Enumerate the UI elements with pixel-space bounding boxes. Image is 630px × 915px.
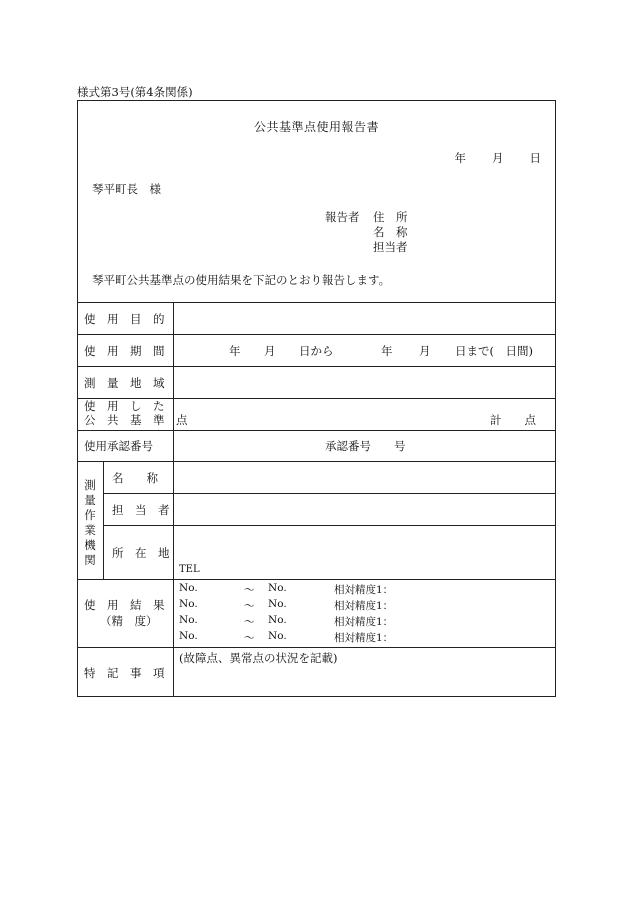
report-form [77, 100, 556, 697]
points-used-label-1: 使 用 し た [84, 399, 165, 413]
purpose-field[interactable] [174, 303, 555, 333]
period-start-month: 月 [264, 344, 276, 358]
survey-agency-label: 測 量 作 業 機 関 [84, 478, 96, 567]
result-line-from: No. [179, 614, 198, 626]
result-line-to: No. [268, 582, 287, 594]
agency-tel-label: TEL [179, 564, 200, 575]
result-line-sep: 〜 [244, 600, 255, 612]
row-divider [78, 430, 555, 431]
points-total: 計 点 [490, 413, 536, 427]
period-start-year: 年 [229, 344, 241, 358]
result-line-precision: 相対精度1： [334, 632, 394, 644]
date-line [455, 150, 542, 166]
row-divider [78, 334, 555, 335]
result-line-sep: 〜 [244, 616, 255, 628]
period-end-day: 日まで( 日間) [455, 344, 533, 358]
notes-label: 特 記 事 項 [84, 666, 165, 680]
result-line-from: No. [179, 582, 198, 594]
result-line-precision: 相対精度1： [334, 616, 394, 628]
result-line-precision: 相対精度1： [334, 584, 394, 596]
purpose-label: 使 用 目 的 [84, 312, 165, 326]
result-line-to: No. [268, 614, 287, 626]
results-label-2: （精 度） [100, 614, 158, 628]
reporter-role: 報告者 [325, 210, 360, 224]
column-divider [173, 302, 174, 697]
notes-hint: (故障点、異常点の状況を記載) [179, 651, 338, 665]
period-end-month: 月 [419, 344, 431, 358]
row-divider [103, 525, 555, 526]
date-month: 月 [492, 151, 504, 165]
reporter-fields [373, 210, 408, 255]
result-line-to: No. [268, 630, 287, 642]
intro-text: 琴平町公共基準点の使用結果を下記のとおり報告します。 [92, 273, 391, 287]
reporter-person-label: 担当者 [373, 240, 408, 254]
approval-number-label: 使用承認番号 [84, 439, 153, 453]
row-divider [103, 493, 555, 494]
addressee: 琴平町長 様 [92, 182, 161, 196]
points-used-label-2: 公 共 基 準 点 [84, 413, 188, 427]
reporter-address-label: 住 所 [373, 210, 408, 224]
result-line-from: No. [179, 598, 198, 610]
results-label-1: 使 用 結 果 [84, 598, 165, 612]
row-divider [78, 647, 555, 648]
column-divider [103, 461, 104, 579]
date-day: 日 [529, 151, 541, 165]
result-line-from: No. [179, 630, 198, 642]
period-end-year: 年 [381, 344, 393, 358]
result-line-sep: 〜 [244, 632, 255, 644]
result-line-sep: 〜 [244, 584, 255, 596]
result-line-to: No. [268, 598, 287, 610]
agency-person-label: 担 当 者 [112, 503, 170, 517]
approval-number-value: 承認番号 号 [325, 439, 406, 453]
agency-location-label: 所 在 地 [112, 546, 170, 560]
form-title: 公共基準点使用報告書 [253, 120, 379, 134]
result-line-precision: 相対精度1： [334, 600, 394, 612]
period-start-day: 日から [299, 344, 334, 358]
agency-name-label: 名 称 [112, 471, 158, 485]
survey-area-label: 測 量 地 域 [84, 376, 165, 390]
form-number-label: 様式第3号(第4条関係) [77, 85, 193, 99]
reporter-name-label: 名 称 [373, 225, 408, 239]
row-divider [78, 461, 555, 462]
date-year: 年 [454, 151, 466, 165]
period-label: 使 用 期 間 [84, 344, 165, 358]
row-divider [78, 579, 555, 580]
survey-area-field[interactable] [174, 367, 555, 397]
